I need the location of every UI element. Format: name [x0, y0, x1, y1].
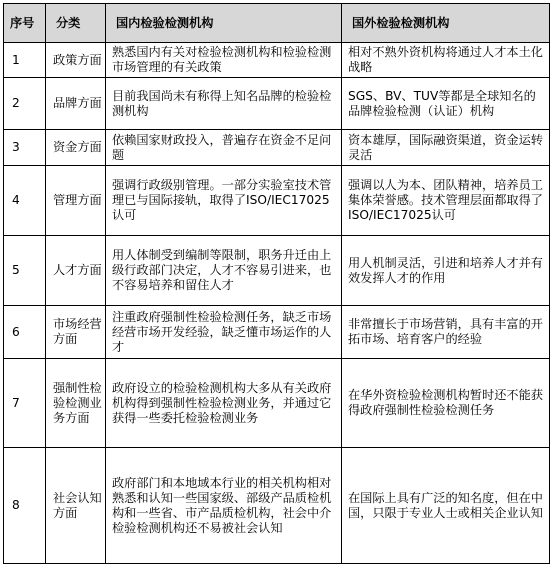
table-row [4, 448, 550, 564]
row-foreign: 在国际上具有广泛的知名度，但在中国，只限于专业人士或相关企业认知 [342, 448, 550, 564]
row-category: 品牌方面 [46, 78, 106, 130]
row-number: 8 [4, 448, 46, 564]
row-domestic: 依赖国家财政投入，普遍存在资金不足问题 [106, 130, 342, 166]
header-no: 序号 [4, 4, 46, 43]
row-foreign: 非常擅长于市场营销，具有丰富的开拓市场、培育客户的经验 [342, 306, 550, 359]
row-category: 政策方面 [46, 43, 106, 78]
comparison-table [3, 3, 550, 564]
row-category: 市场经营方面 [46, 306, 106, 359]
row-domestic: 目前我国尚未有称得上知名品牌的检验检测机构 [106, 78, 342, 130]
row-number: 1 [4, 43, 46, 78]
row-foreign: 在华外资检验检测机构暂时还不能获得政府强制性检验检测任务 [342, 359, 550, 448]
row-foreign: 资本雄厚，国际融资渠道，资金运转灵活 [342, 130, 550, 166]
row-foreign: 强调以人为本、团队精神，培养员工集体荣誉感。技术管理层面都取得了ISO/IEC17025认可 [342, 166, 550, 236]
table-row [4, 43, 550, 78]
row-category: 资金方面 [46, 130, 106, 166]
row-domestic: 用人体制受到编制等限制，职务升迁由上级行政部门决定，人才不容易引进来，也不容易培养和留住人才 [106, 236, 342, 306]
header-category: 分类 [46, 4, 106, 43]
table-row [4, 359, 550, 448]
table-row [4, 306, 550, 359]
row-number: 2 [4, 78, 46, 130]
row-foreign: SGS、BV、TUV等都是全球知名的品牌检验检测（认证）机构 [342, 78, 550, 130]
row-number: 4 [4, 166, 46, 236]
row-category: 人才方面 [46, 236, 106, 306]
header-foreign: 国外检验检测机构 [342, 4, 550, 43]
table-row [4, 236, 550, 306]
row-domestic: 注重政府强制性检验检测任务，缺乏市场经营市场开发经验，缺乏懂市场运作的人才 [106, 306, 342, 359]
row-number: 5 [4, 236, 46, 306]
row-domestic: 熟悉国内有关对检验检测机构和检验检测市场管理的有关政策 [106, 43, 342, 78]
row-number: 6 [4, 306, 46, 359]
row-domestic: 强调行政级别管理。一部分实验室技术管理已与国际接轨，取得了ISO/IEC17025认可 [106, 166, 342, 236]
row-number: 3 [4, 130, 46, 166]
row-category: 管理方面 [46, 166, 106, 236]
row-category: 社会认知方面 [46, 448, 106, 564]
row-domestic: 政府设立的检验检测机构大多从有关政府机构得到强制性检验检测业务，并通过它获得一些委托检验检测业务 [106, 359, 342, 448]
row-category: 强制性检验检测业务方面 [46, 359, 106, 448]
table-row [4, 78, 550, 130]
row-number: 7 [4, 359, 46, 448]
row-foreign: 用人机制灵活，引进和培养人才并有效发挥人才的作用 [342, 236, 550, 306]
header-domestic: 国内检验检测机构 [106, 4, 342, 43]
row-domestic: 政府部门和本地域本行业的相关机构相对熟悉和认知一些国家级、部级产品质检机构和一些省、市产品质检机构，社会中介检验检测机构还不易被社会认知 [106, 448, 342, 564]
header-row [4, 4, 550, 43]
table-row [4, 130, 550, 166]
row-foreign: 相对不熟外资机构将通过人才本土化战略 [342, 43, 550, 78]
table-row [4, 166, 550, 236]
